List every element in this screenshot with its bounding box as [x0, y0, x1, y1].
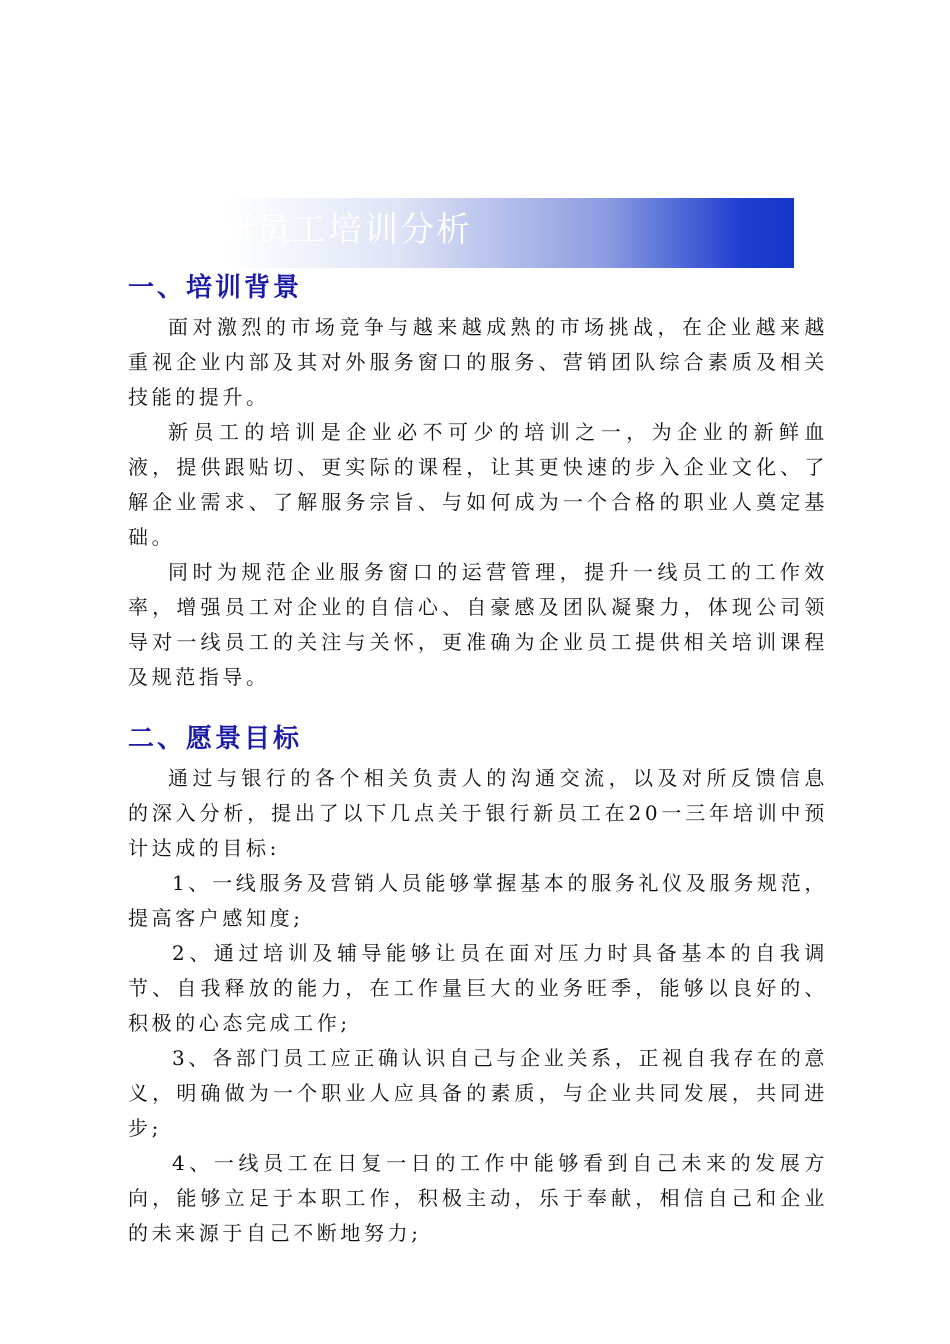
goal-item: 4、一线员工在日复一日的工作中能够看到自己未来的发展方向，能够立足于本职工作，积极主动，乐于奉献，相信自己和企业的未来源于自己不断地努力; — [128, 1151, 828, 1245]
paragraph: 同时为规范企业服务窗口的运营管理，提升一线员工的工作效率，增强员工对企业的自信心、自豪感及团队凝聚力，体现公司领导对一线员工的关注与关怀，更准确为企业员工提供相关培训课程及规范指导。 — [128, 560, 828, 689]
paragraph: 通过与银行的各个相关负责人的沟通交流，以及对所反馈信息的深入分析，提出了以下几点关于银行新员工在20一三年培训中预计达成的目标: — [128, 766, 828, 860]
goal-item: 3、各部门员工应正确认识自己与企业关系，正视自我存在的意义，明确做为一个职业人应具备的素质，与企业共同发展，共同进步; — [128, 1046, 828, 1140]
title-banner — [132, 198, 794, 268]
document-body — [128, 270, 828, 1251]
paragraph: 新员工的培训是企业必不可少的培训之一，为企业的新鲜血液，提供跟贴切、更实际的课程，让其更快速的步入企业文化、了解企业需求、了解服务宗旨、与如何成为一个合格的职业人奠定基础。 — [128, 420, 828, 549]
goal-item: 2、通过培训及辅导能够让员在面对压力时具备基本的自我调节、自我释放的能力，在工作量巨大的业务旺季，能够以良好的、积极的心态完成工作; — [128, 941, 828, 1035]
section-heading-goals: 二、愿景目标 — [128, 724, 303, 754]
goal-item: 1、一线服务及营销人员能够掌握基本的服务礼仪及服务规范，提高客户感知度; — [128, 871, 828, 930]
document-title: 新员工培训分析 — [220, 210, 472, 250]
section-heading-background: 一、培训背景 — [128, 273, 303, 303]
paragraph: 面对激烈的市场竞争与越来越成熟的市场挑战，在企业越来越重视企业内部及其对外服务窗口的服务、营销团队综合素质及相关技能的提升。 — [128, 315, 828, 409]
